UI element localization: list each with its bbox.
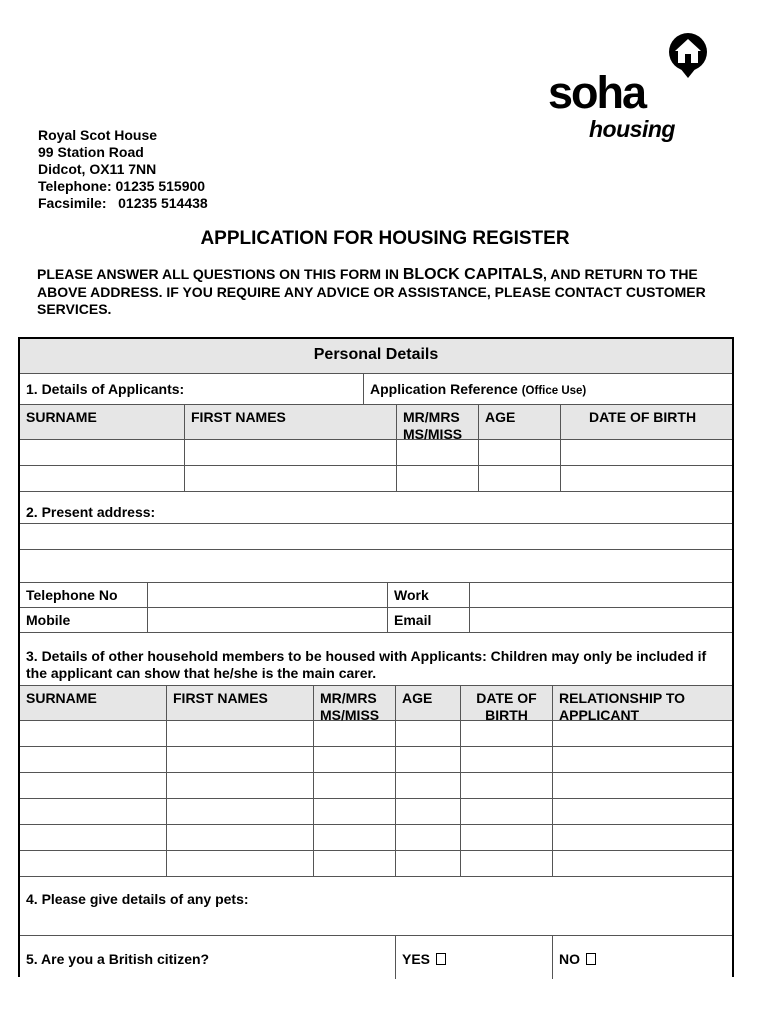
email-field[interactable] bbox=[469, 608, 732, 632]
title-field[interactable] bbox=[313, 773, 395, 798]
surname-field[interactable] bbox=[20, 773, 166, 798]
mobile-label: Mobile bbox=[26, 612, 71, 628]
title-field[interactable] bbox=[396, 440, 478, 465]
address-line-2: 99 Station Road bbox=[38, 144, 144, 160]
organisation-address bbox=[38, 127, 208, 212]
applicant-row[interactable] bbox=[20, 466, 732, 492]
mobile-row bbox=[20, 608, 732, 633]
first-names-field[interactable] bbox=[166, 851, 313, 876]
reference-note: (Office Use) bbox=[521, 385, 587, 397]
col-surname: SURNAME bbox=[26, 409, 97, 425]
date-of-birth-field[interactable] bbox=[460, 799, 552, 824]
house-icon bbox=[668, 32, 708, 82]
telephone-label: Telephone No bbox=[26, 587, 118, 603]
first-names-field[interactable] bbox=[166, 721, 313, 746]
first-names-field[interactable] bbox=[166, 799, 313, 824]
applicants-header-row bbox=[20, 405, 732, 440]
age-field[interactable] bbox=[478, 466, 560, 491]
checkbox-icon[interactable] bbox=[436, 953, 446, 965]
age-field[interactable] bbox=[395, 773, 460, 798]
household-header-row bbox=[20, 686, 732, 721]
applicant-row[interactable] bbox=[20, 440, 732, 466]
age-field[interactable] bbox=[478, 440, 560, 465]
title-field[interactable] bbox=[313, 825, 395, 850]
household-member-row[interactable] bbox=[20, 851, 732, 877]
telephone-row bbox=[20, 583, 732, 608]
household-member-row[interactable] bbox=[20, 773, 732, 799]
address-line-field[interactable] bbox=[20, 524, 732, 550]
soha-housing-logo bbox=[548, 32, 718, 142]
col-relationship: RELATIONSHIP TO APPLICANT bbox=[552, 686, 732, 720]
first-names-field[interactable] bbox=[184, 440, 396, 465]
household-label-row bbox=[20, 633, 732, 686]
col-date-of-birth: DATE OF BIRTH bbox=[560, 405, 732, 439]
col-surname: SURNAME bbox=[26, 690, 97, 706]
no-label: NO bbox=[559, 951, 580, 967]
household-member-row[interactable] bbox=[20, 721, 732, 747]
application-form bbox=[18, 337, 734, 977]
work-label: Work bbox=[387, 583, 469, 607]
q1-label: 1. Details of Applicants: bbox=[26, 381, 185, 397]
date-of-birth-field[interactable] bbox=[560, 466, 732, 491]
relationship-field[interactable] bbox=[552, 851, 732, 876]
col-age: AGE bbox=[478, 405, 560, 439]
age-field[interactable] bbox=[395, 799, 460, 824]
title-field[interactable] bbox=[313, 799, 395, 824]
instructions-part-1: PLEASE ANSWER ALL QUESTIONS ON THIS FORM IN bbox=[37, 266, 403, 282]
relationship-field[interactable] bbox=[552, 773, 732, 798]
col-date-of-birth: DATE OF BIRTH bbox=[460, 686, 552, 720]
age-field[interactable] bbox=[395, 851, 460, 876]
telephone-field[interactable] bbox=[147, 583, 387, 607]
age-field[interactable] bbox=[395, 825, 460, 850]
date-of-birth-field[interactable] bbox=[560, 440, 732, 465]
surname-field[interactable] bbox=[20, 440, 184, 465]
mobile-field[interactable] bbox=[147, 608, 387, 632]
q4-label: 4. Please give details of any pets: bbox=[26, 891, 249, 907]
date-of-birth-field[interactable] bbox=[460, 825, 552, 850]
date-of-birth-field[interactable] bbox=[460, 747, 552, 772]
title-field[interactable] bbox=[396, 466, 478, 491]
pets-row[interactable] bbox=[20, 877, 732, 936]
section-title: Personal Details bbox=[313, 346, 439, 363]
title-field[interactable] bbox=[313, 851, 395, 876]
col-title: MR/MRS MS/MISS bbox=[396, 405, 478, 439]
address-facsimile: Facsimile: 01235 514438 bbox=[38, 195, 208, 211]
present-address-label-row bbox=[20, 492, 732, 524]
age-field[interactable] bbox=[395, 721, 460, 746]
surname-field[interactable] bbox=[20, 851, 166, 876]
yes-label: YES bbox=[402, 951, 431, 967]
surname-field[interactable] bbox=[20, 825, 166, 850]
date-of-birth-field[interactable] bbox=[460, 851, 552, 876]
q2-label: 2. Present address: bbox=[26, 504, 156, 520]
col-age: AGE bbox=[395, 686, 460, 720]
household-member-row[interactable] bbox=[20, 799, 732, 825]
no-option[interactable] bbox=[552, 936, 732, 979]
surname-field[interactable] bbox=[20, 747, 166, 772]
form-title: APPLICATION FOR HOUSING REGISTER bbox=[200, 228, 570, 249]
relationship-field[interactable] bbox=[552, 721, 732, 746]
surname-field[interactable] bbox=[20, 466, 184, 491]
surname-field[interactable] bbox=[20, 721, 166, 746]
first-names-field[interactable] bbox=[184, 466, 396, 491]
section-header bbox=[20, 339, 732, 374]
address-line-1: Royal Scot House bbox=[38, 127, 158, 143]
surname-field[interactable] bbox=[20, 799, 166, 824]
application-reference bbox=[363, 374, 732, 404]
applicants-label-row bbox=[20, 374, 732, 405]
date-of-birth-field[interactable] bbox=[460, 773, 552, 798]
address-line-field[interactable] bbox=[20, 550, 732, 583]
instructions-emphasis: BLOCK CAPITALS bbox=[402, 266, 543, 283]
title-field[interactable] bbox=[313, 721, 395, 746]
work-field[interactable] bbox=[469, 583, 732, 607]
col-title: MR/MRS MS/MISS bbox=[313, 686, 395, 720]
checkbox-icon[interactable] bbox=[586, 953, 596, 965]
date-of-birth-field[interactable] bbox=[460, 721, 552, 746]
instructions-part-2: , AND RETURN TO THE ABOVE ADDRESS. IF YOU REQUIRE ANY ADVICE OR ASSISTANCE, PLEASE CONTACT CUSTOMER SERVICES. bbox=[37, 266, 706, 317]
relationship-field[interactable] bbox=[552, 747, 732, 772]
first-names-field[interactable] bbox=[166, 773, 313, 798]
logo-subtitle: housing bbox=[589, 116, 675, 142]
q3-label: 3. Details of other household members to be housed with Applicants: Children may only be included if the applicant can show that he/she is the main carer. bbox=[26, 648, 707, 681]
first-names-field[interactable] bbox=[166, 747, 313, 772]
relationship-field[interactable] bbox=[552, 825, 732, 850]
title-field[interactable] bbox=[313, 747, 395, 772]
q5-label: 5. Are you a British citizen? bbox=[26, 951, 210, 967]
col-first-names: FIRST NAMES bbox=[166, 686, 313, 720]
yes-option[interactable] bbox=[395, 936, 552, 979]
email-label: Email bbox=[387, 608, 469, 632]
household-member-row[interactable] bbox=[20, 825, 732, 851]
logo-wordmark: soha bbox=[548, 67, 646, 118]
age-field[interactable] bbox=[395, 747, 460, 772]
first-names-field[interactable] bbox=[166, 825, 313, 850]
address-line-3: Didcot, OX11 7NN bbox=[38, 161, 157, 177]
address-telephone: Telephone: 01235 515900 bbox=[38, 178, 206, 194]
household-member-row[interactable] bbox=[20, 747, 732, 773]
british-citizen-row bbox=[20, 936, 732, 979]
col-first-names: FIRST NAMES bbox=[184, 405, 396, 439]
form-instructions bbox=[37, 266, 737, 319]
relationship-field[interactable] bbox=[552, 799, 732, 824]
reference-label: Application Reference bbox=[370, 381, 518, 397]
